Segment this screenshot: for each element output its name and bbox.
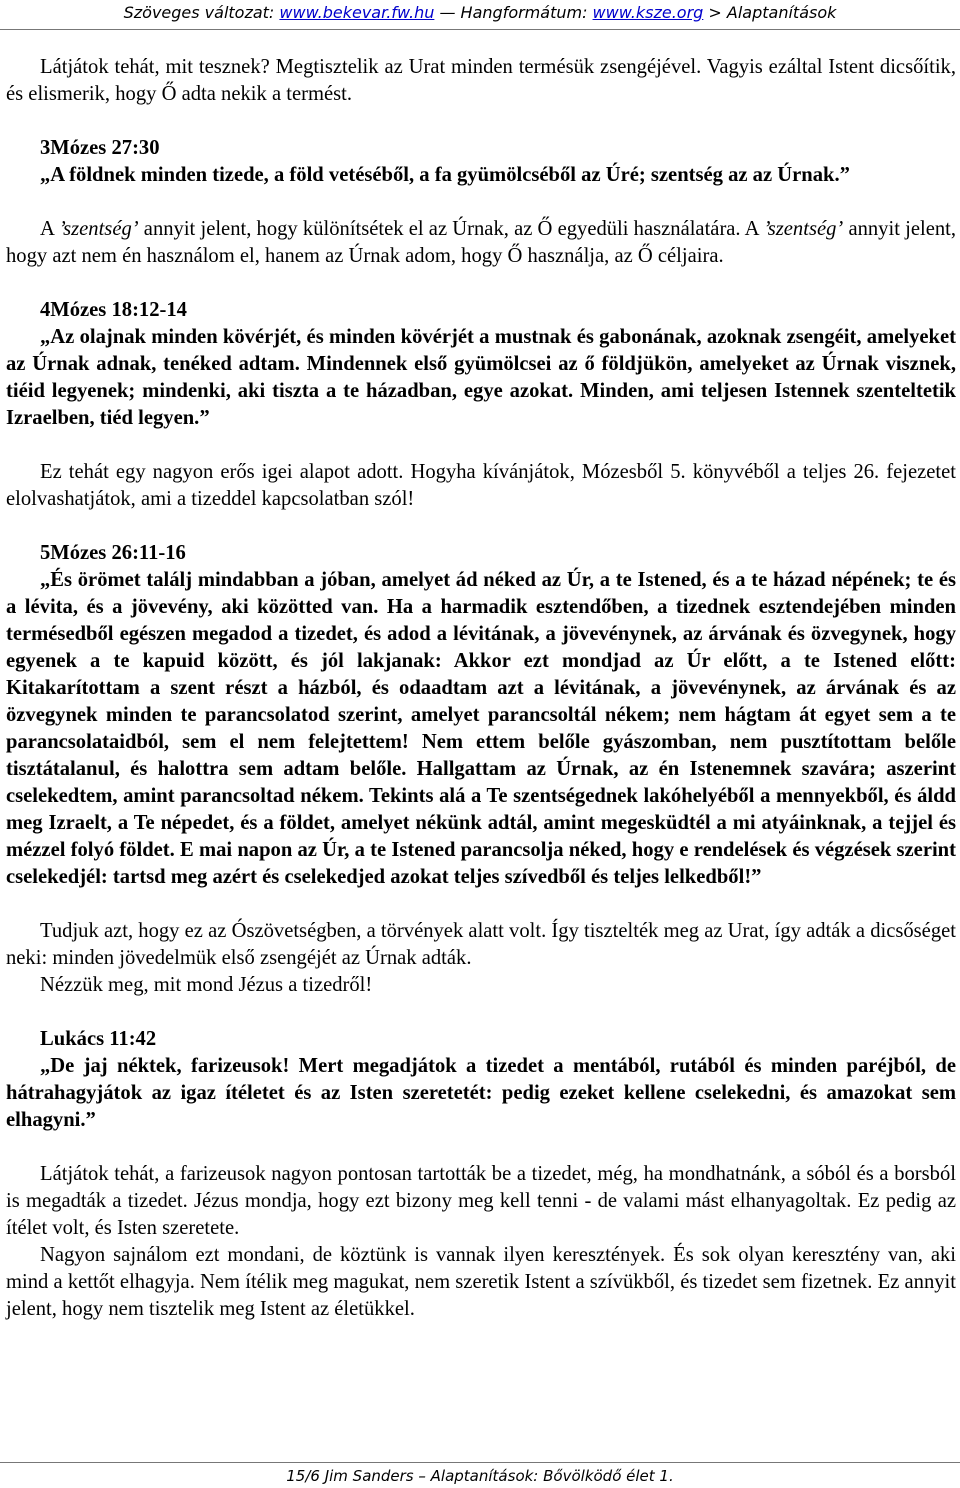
scripture-reference-3: 5Mózes 26:11-16	[40, 542, 186, 564]
paragraph-5: Nézzük meg, mit mond Jézus a tizedről!	[40, 974, 373, 996]
paragraph-2-text-c: annyit jelent, hogy azt nem én használom el, hanem az Úrnak adom, hogy Ő használja, az Ő céljaira.	[6, 218, 956, 267]
page-content	[6, 54, 956, 1323]
paragraph-4: Tudjuk azt, hogy ez az Ószövetségben, a törvények alatt volt. Így tisztelték meg az Urat, így adták a dicsőséget neki: minden jövedelmük első zsengéjét az Úrnak adták.	[6, 920, 956, 969]
scripture-quote-3: „És örömet találj mindabban a jóban, amelyet ád néked az Úr, a te Istened, és a te házad népének; te és a lévita, és a jövevény, aki közötted van. Ha a harmadik esztendőben, a tizednek esztendejében minden termésedből egészen megadod a tizedet, és adod a lévitának, a jövevénynek, az árvának és özvegynek, hogy egyenek a te kapuid között, és jól lakjanak: Akkor ezt mondjad az Úr előtt, a te Istened előtt: Kitakarítottam a szent részt a házból, és odaadtam azt a lévitának, a jövevénynek, az árvának és az özvegynek minden te parancsolatod szerint, amelyet parancsoltál nékem; nem hágtam át egyet sem a te parancsolataidból, sem el nem felejtettem! Nem ettem belőle gyászomban, nem pusztítottam belőle tisztátalanul, és halottra sem adtam belőle. Hallgattam az Úrnak, az én Istenemnek szavára; aszerint cselekedtem, amint parancsoltad nékem. Tekints alá a Te szentségednek lakóhelyéből a mennyekből, és áldd meg Izraelt, a Te népedet, és a földet, amelyet nékünk adtál, amint megesküdtél a mi atyáinknak, a tejjel és mézzel folyó földet. E mai napon az Úr, a te Istened parancsolja néked, hogy e rendelések és végzések szerint cselekedjél: tartsd meg azért és cselekedjed azokat teljes szívedből és teljes lelkedből!”	[6, 569, 956, 888]
scripture-reference-4: Lukács 11:42	[40, 1028, 157, 1050]
paragraph-6: Látjátok tehát, a farizeusok nagyon pontosan tartották be a tizedet, még, ha mondhatnánk, a sóból és a borsból is megadták a tizedet. Jézus mondja, hogy ezt bizony meg kell tenni - de valami mást elhanyagoltak. Ez pedig az ítélet volt, és Isten szeretete.	[6, 1163, 956, 1239]
header-divider	[0, 29, 960, 30]
scripture-quote-4: „De jaj néktek, farizeusok! Mert megadjátok a tizedet a mentából, rutából és minden paréjból, de hátrahagyjátok az igaz ítéletet és az Isten szeretetét: pedig ezeket kellene cselekedni, és amazokat sem elhagyni.”	[6, 1055, 956, 1131]
header-middle: — Hangformátum:	[434, 3, 593, 22]
scripture-reference-2: 4Mózes 18:12-14	[40, 299, 187, 321]
page-footer: 15/6 Jim Sanders – Alaptanítások: Bővölködő élet 1.	[286, 1467, 674, 1485]
term-szentseg-1: ’szentség’	[58, 218, 139, 240]
paragraph-2-text-b: annyit jelent, hogy különítsétek el az Úrnak, az Ő egyedüli használatára. A	[138, 218, 764, 240]
paragraph-7: Nagyon sajnálom ezt mondani, de köztünk is vannak ilyen keresztények. És sok olyan keresztény van, aki mind a kettőt elhagyja. Nem ítélik meg magukat, nem szeretik Istent a szívükből, és tizedet sem fizetnek. Ez annyit jelent, hogy nem tisztelik meg Istent az életükkel.	[6, 1244, 956, 1320]
scripture-reference-1: 3Mózes 27:30	[40, 137, 160, 159]
header-prefix: Szöveges változat:	[123, 3, 280, 22]
paragraph-2-text-a: A	[40, 218, 59, 240]
paragraph-1: Látjátok tehát, mit tesznek? Megtisztelik az Urat minden termésük zsengéjével. Vagyis ezáltal Istent dicsőítik, és elismerik, hogy Ő adta nekik a termést.	[6, 56, 956, 105]
bekevar-link[interactable]: www.bekevar.fw.hu	[279, 3, 435, 22]
ksze-link[interactable]: www.ksze.org	[592, 3, 704, 22]
footer-divider	[0, 1462, 960, 1463]
scripture-quote-2: „Az olajnak minden kövérjét, és minden kövérjét a mustnak és gabonának, azoknak zsengéit, amelyeket az Úrnak adnak, tenéked adtam. Mindennek első gyümölcsei az ő földjükön, amelyeket az Úrnak visznek, tiéid legyenek; mindenki, aki tiszta a te házadban, egye azokat. Minden, ami teljesen Istennek szenteltetik Izraelben, tiéd legyen.”	[6, 326, 956, 429]
scripture-quote-1: „A földnek minden tizede, a föld vetéséből, a fa gyümölcséből az Úré; szentség az az Úrnak.”	[40, 164, 850, 186]
header-suffix: > Alaptanítások	[703, 3, 837, 22]
paragraph-2	[6, 216, 956, 270]
paragraph-3: Ez tehát egy nagyon erős igei alapot adott. Hogyha kívánjátok, Mózesből 5. könyvéből a teljes 26. fejezetet elolvashatjátok, ami a tizeddel kapcsolatban szól!	[6, 461, 956, 510]
page-header	[0, 0, 960, 30]
term-szentseg-2: ’szentség’	[763, 218, 844, 240]
